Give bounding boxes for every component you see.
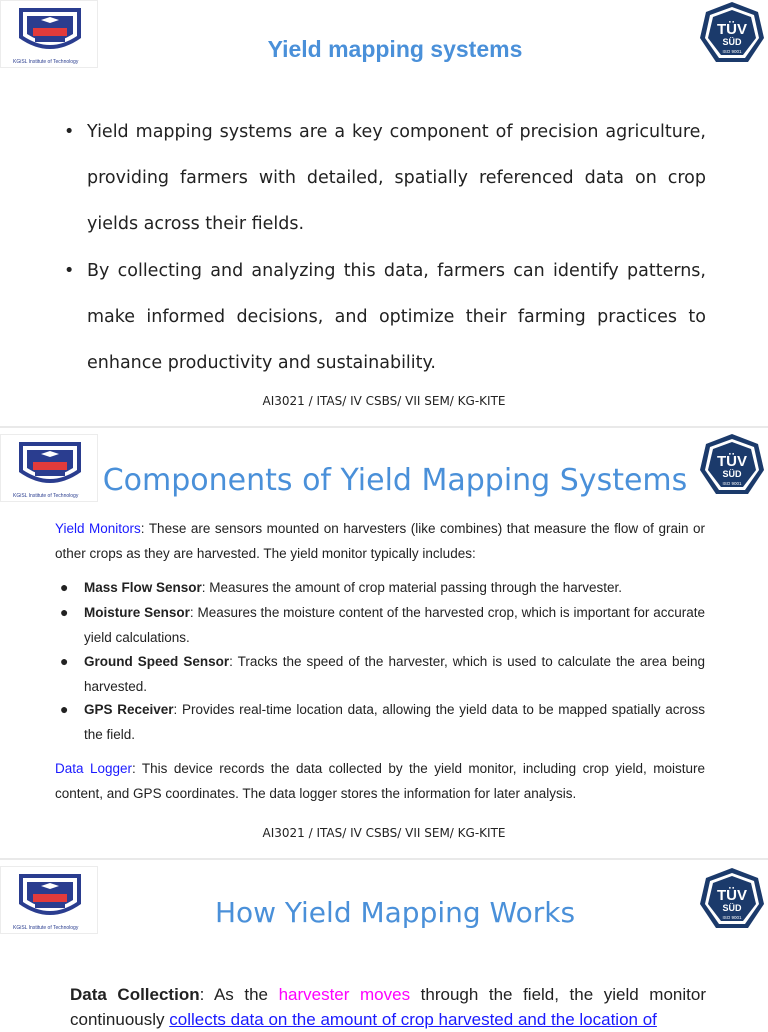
yield-monitors-text: : These are sensors mounted on harvesters (like combines) that measure the flow of grain or other crops as they are harvested. The yield monitor typically includes:	[55, 521, 705, 561]
svg-text:SÜD: SÜD	[722, 469, 742, 479]
yield-monitors-term: Yield Monitors	[55, 521, 141, 536]
bullet-icon: •	[64, 261, 75, 281]
component-text: : Tracks the speed of the harvester, which is used to calculate the area being harvested.	[84, 654, 705, 694]
svg-text:TÜV: TÜV	[717, 21, 747, 38]
component-item	[60, 600, 705, 650]
kite-subtitle: KGiSL Institute of Technology	[13, 493, 79, 499]
component-term: Mass Flow Sensor	[84, 580, 202, 595]
component-term: Moisture Sensor	[84, 605, 190, 620]
svg-text:SÜD: SÜD	[722, 903, 742, 913]
component-term: Ground Speed Sensor	[84, 654, 230, 669]
data-logger-paragraph	[55, 756, 705, 806]
data-logger-term: Data Logger	[55, 761, 132, 776]
bullet-item	[64, 248, 706, 386]
slide-title: Components of Yield Mapping Systems	[102, 463, 688, 498]
component-text: : Measures the amount of crop material passing through the harvester.	[201, 580, 623, 595]
kite-subtitle: KGiSL Institute of Technology	[13, 925, 79, 931]
component-item	[60, 649, 705, 699]
bullet-text: Yield mapping systems are a key component of precision agriculture, providing farmers with detailed, spatially referenced data on crop yields across their fields.	[87, 122, 706, 234]
slide-footer: AI3021 / ITAS/ IV CSBS/ VII SEM/ KG-KITE	[262, 826, 506, 840]
component-term: GPS Receiver	[84, 702, 174, 717]
yield-monitors-paragraph	[55, 516, 705, 566]
data-collection-text: : As the	[199, 985, 279, 1004]
svg-text:ISO 9001: ISO 9001	[722, 915, 742, 920]
bullet-item	[64, 109, 706, 247]
slide-yield-mapping-systems	[0, 0, 768, 425]
svg-text:SÜD: SÜD	[722, 37, 742, 47]
svg-text:ISO 9001: ISO 9001	[722, 49, 742, 54]
slide-divider	[0, 426, 768, 428]
bullet-icon: •	[64, 122, 75, 142]
data-collection-text-2: through the field, the yield monitor continuously	[70, 985, 706, 1029]
bullet-icon: ●	[60, 579, 69, 595]
component-text: : Provides real-time location data, allowing the yield data to be mapped spatially across the field.	[84, 702, 705, 742]
bullet-icon: ●	[60, 701, 69, 717]
component-item	[60, 697, 705, 747]
data-collection-paragraph	[70, 982, 706, 1032]
slide-title: How Yield Mapping Works	[214, 896, 576, 929]
svg-text:ISO 9001: ISO 9001	[722, 481, 742, 486]
svg-text:TÜV: TÜV	[717, 453, 747, 470]
slide-divider	[0, 858, 768, 860]
kite-subtitle: KGiSL Institute of Technology	[13, 59, 79, 65]
svg-text:TÜV: TÜV	[717, 887, 747, 904]
data-collection-term: Data Collection	[70, 985, 200, 1004]
component-text: : Measures the moisture content of the harvested crop, which is important for accurate yield calculations.	[84, 605, 705, 645]
slide-footer: AI3021 / ITAS/ IV CSBS/ VII SEM/ KG-KITE	[262, 394, 506, 408]
bullet-icon: ●	[60, 653, 69, 669]
collects-data-link[interactable]: collects data on the amount of crop harvested and the location of	[169, 1010, 657, 1029]
bullet-text: By collecting and analyzing this data, farmers can identify patterns, make informed decisions, and optimize their farming practices to enhance productivity and sustainability.	[87, 261, 706, 373]
harvester-moves-highlight: harvester moves	[278, 985, 411, 1004]
tuv-sud-badge-icon	[698, 0, 766, 68]
component-item	[60, 575, 705, 600]
data-logger-text: : This device records the data collected by the yield monitor, including crop yield, moisture content, and GPS coordinates. The data logger stores the information for later analysis.	[55, 761, 705, 801]
bullet-icon: ●	[60, 604, 69, 620]
slide-title: Yield mapping systems	[267, 36, 523, 62]
